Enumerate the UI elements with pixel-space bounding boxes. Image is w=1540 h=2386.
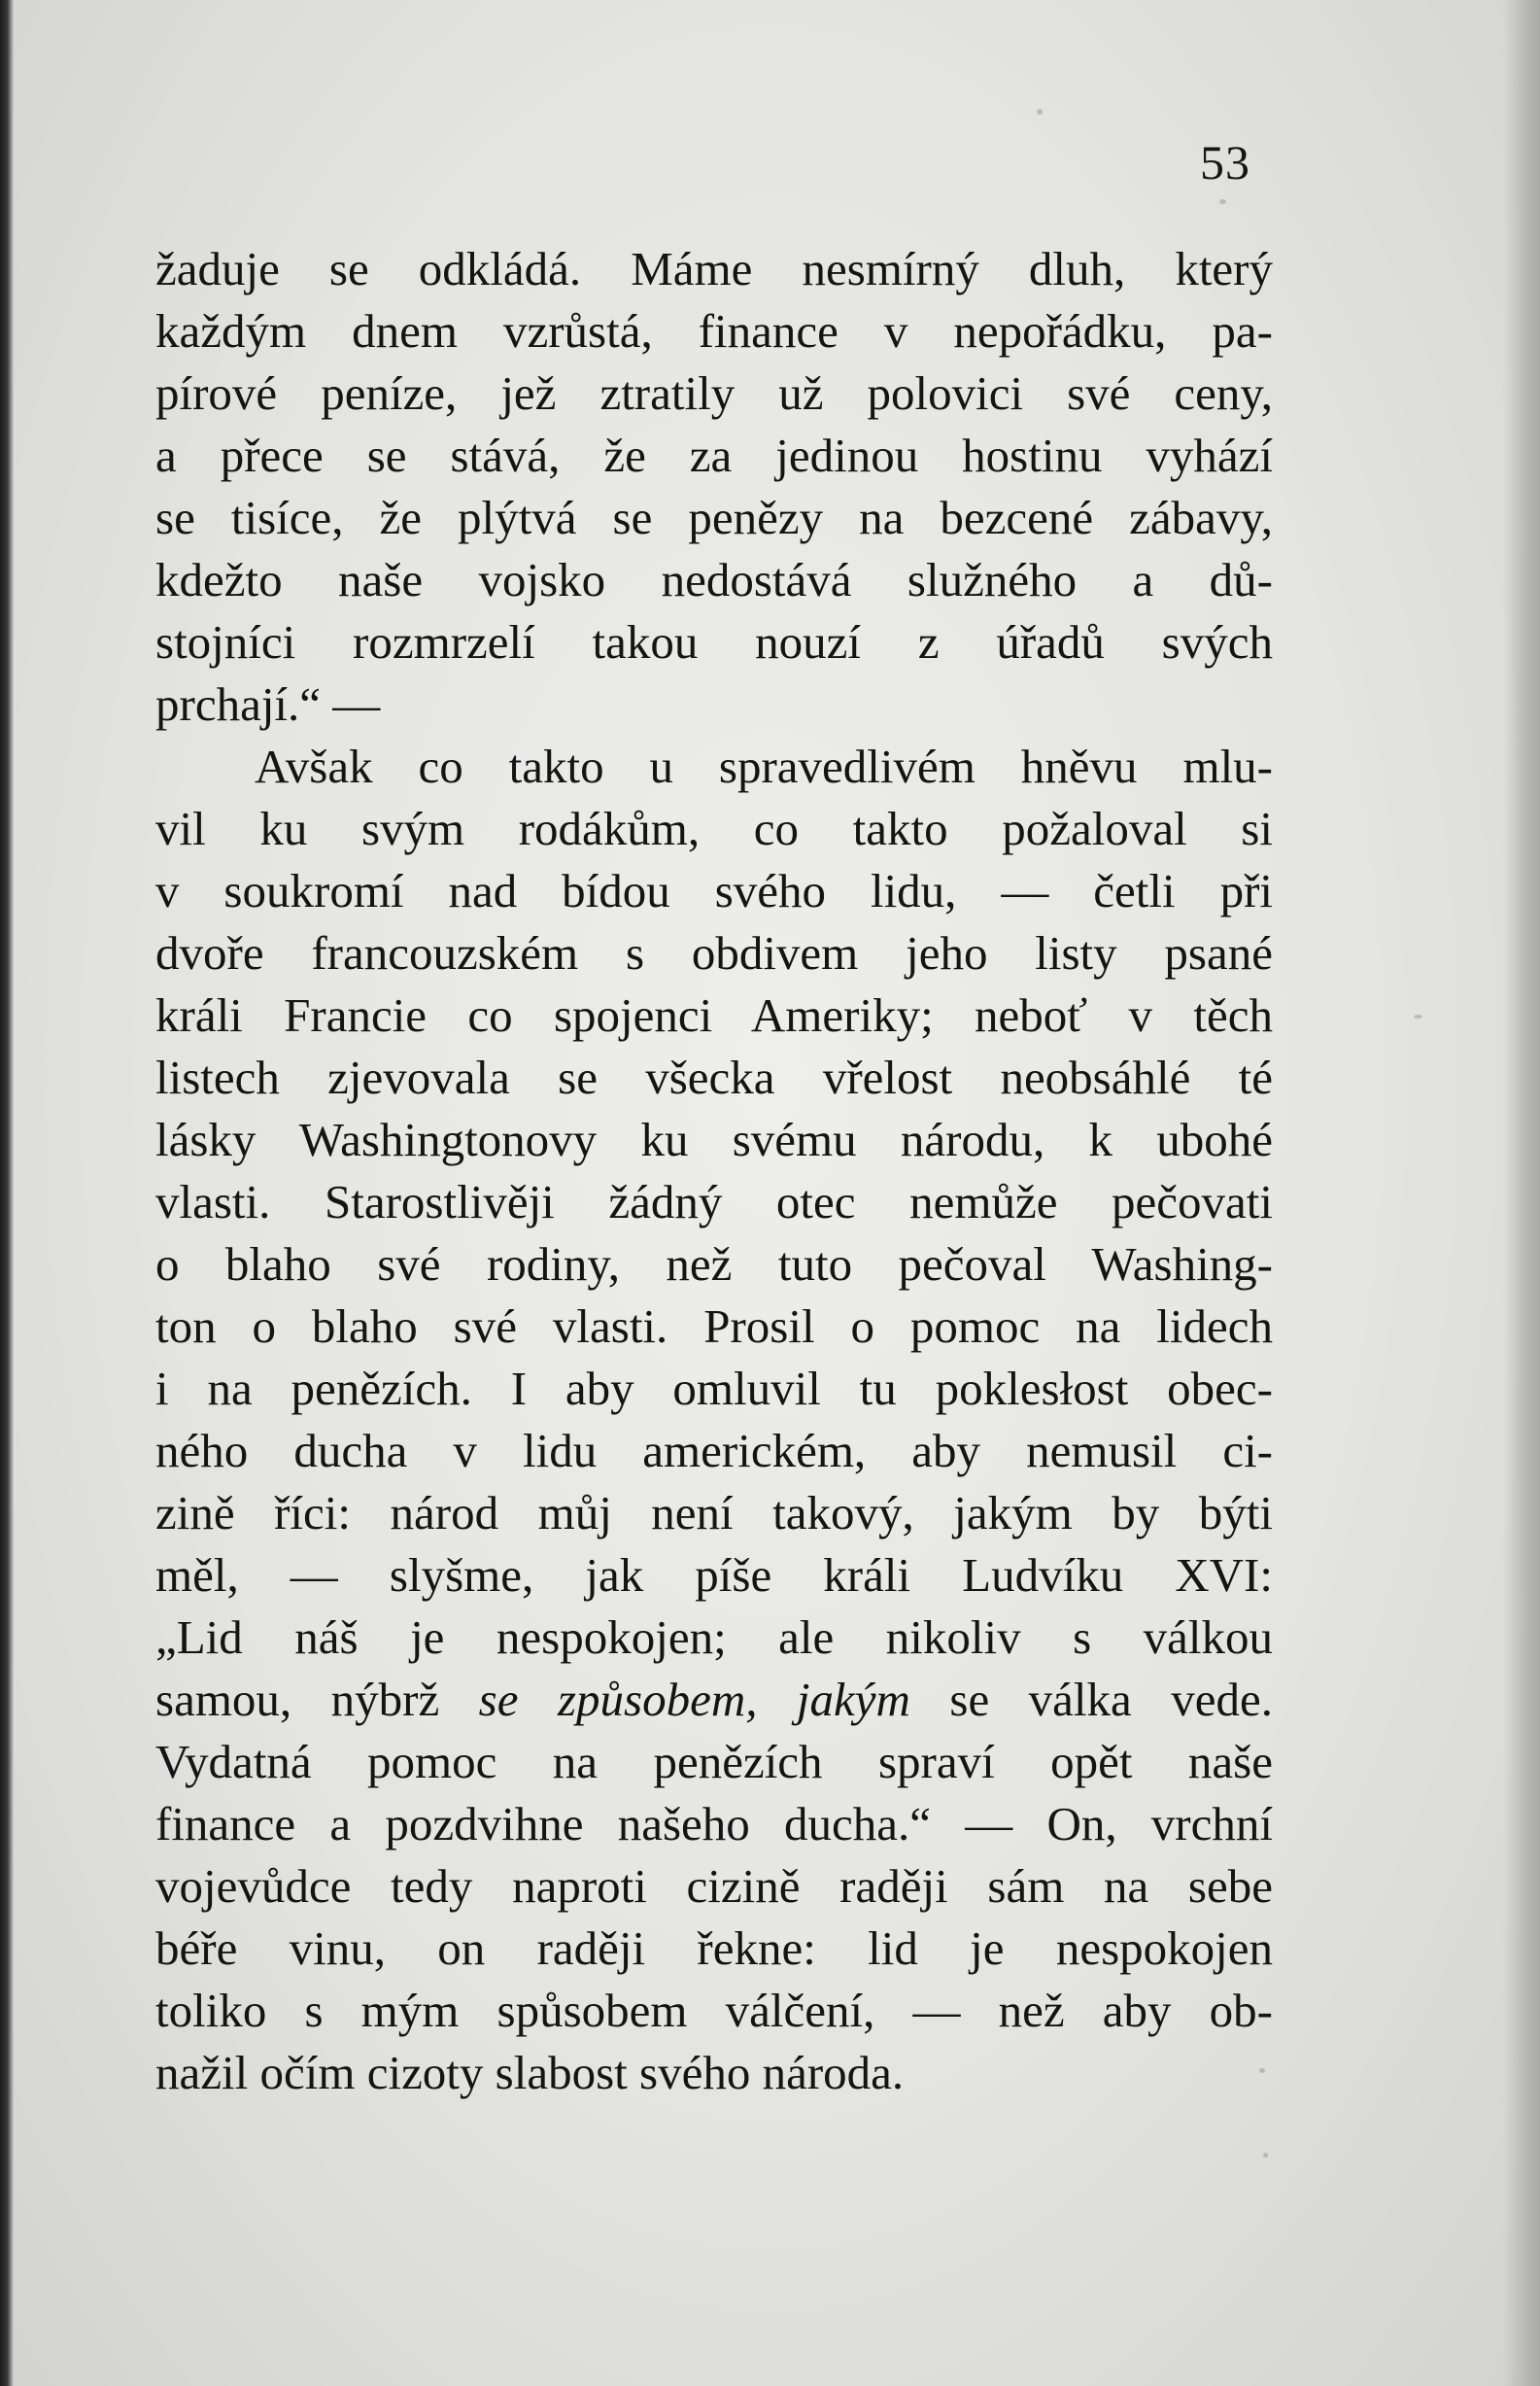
body-text — [155, 238, 1273, 2104]
text-line: kdežto naše vojsko nedostává služného a dů- — [155, 553, 1273, 606]
text-line: Avšak co takto u spravedlivém hněvu mlu- — [255, 740, 1273, 793]
text-line: „Lid náš je nespokojen; ale nikoliv s válkou — [155, 1610, 1273, 1664]
text-line: Vydatná pomoc na penězích spraví opět naše — [155, 1735, 1273, 1788]
paper-speck — [1263, 2153, 1268, 2158]
text-line: pírové peníze, jež ztratily už polovici své ceny, — [155, 366, 1273, 420]
text-line: nažil očím cizoty slabost svého národa. — [155, 2046, 905, 2099]
text-line: listech zjevovala se všecka vřelost neobsáhlé té — [155, 1051, 1273, 1104]
text-line: měl, — slyšme, jak píše králi Ludvíku XVI: — [155, 1548, 1273, 1602]
text-line: dvoře francouzském s obdivem jeho listy psané — [155, 926, 1273, 980]
text-line: se tisíce, že plýtvá se penězy na bezcené zábavy, — [155, 491, 1273, 544]
text-segment: samou, nýbrž — [155, 1673, 479, 1726]
page-number: 53 — [1200, 135, 1250, 190]
text-line: ného ducha v lidu americkém, aby nemusil ci- — [155, 1424, 1273, 1477]
text-line: žaduje se odkládá. Máme nesmírný dluh, který — [155, 242, 1273, 295]
text-line-with-italic — [155, 1669, 1273, 1731]
text-line: každým dnem vzrůstá, finance v nepořádku, pa- — [155, 304, 1273, 358]
italic-emphasis: se způsobem, jakým — [478, 1673, 910, 1726]
paper-speck — [1037, 109, 1043, 115]
text-line: toliko s mým spůsobem válčení, — než aby ob- — [155, 1984, 1273, 2037]
text-line: v soukromí nad bídou svého lidu, — četli při — [155, 864, 1273, 917]
paper-speck — [1259, 2068, 1265, 2073]
paper-speck — [1219, 199, 1226, 204]
text-segment: se válka vede. — [909, 1673, 1273, 1726]
text-line: králi Francie co spojenci Ameriky; neboť v těch — [155, 988, 1273, 1042]
text-line: béře vinu, on raději řekne: lid je nespokojen — [155, 1921, 1273, 1975]
text-line: finance a pozdvihne našeho ducha.“ — On, vrchní — [155, 1797, 1273, 1850]
text-line: vlasti. Starostlivěji žádný otec nemůže pečovati — [155, 1175, 1273, 1228]
text-line: o blaho své rodiny, než tuto pečoval Washing- — [155, 1237, 1273, 1291]
text-line: prchají.“ — — [155, 677, 381, 731]
text-line: ton o blaho své vlasti. Prosil o pomoc na lidech — [155, 1299, 1273, 1353]
binding-edge — [0, 0, 14, 2386]
text-line: lásky Washingtonovy ku svému národu, k ubohé — [155, 1113, 1273, 1166]
page-edge-shadow — [1503, 0, 1540, 2386]
paper-speck — [1414, 1015, 1422, 1019]
text-line: zině říci: národ můj není takový, jakým by býti — [155, 1486, 1273, 1539]
text-line: stojníci rozmrzelí takou nouzí z úřadů svých — [155, 615, 1273, 669]
text-line: a přece se stává, že za jedinou hostinu vyhází — [155, 429, 1273, 482]
text-line: vil ku svým rodákům, co takto požaloval si — [155, 802, 1273, 855]
text-line: vojevůdce tedy naproti cizině raději sám na sebe — [155, 1859, 1273, 1913]
text-line: i na penězích. I aby omluvil tu poklesłost obec- — [155, 1362, 1273, 1415]
